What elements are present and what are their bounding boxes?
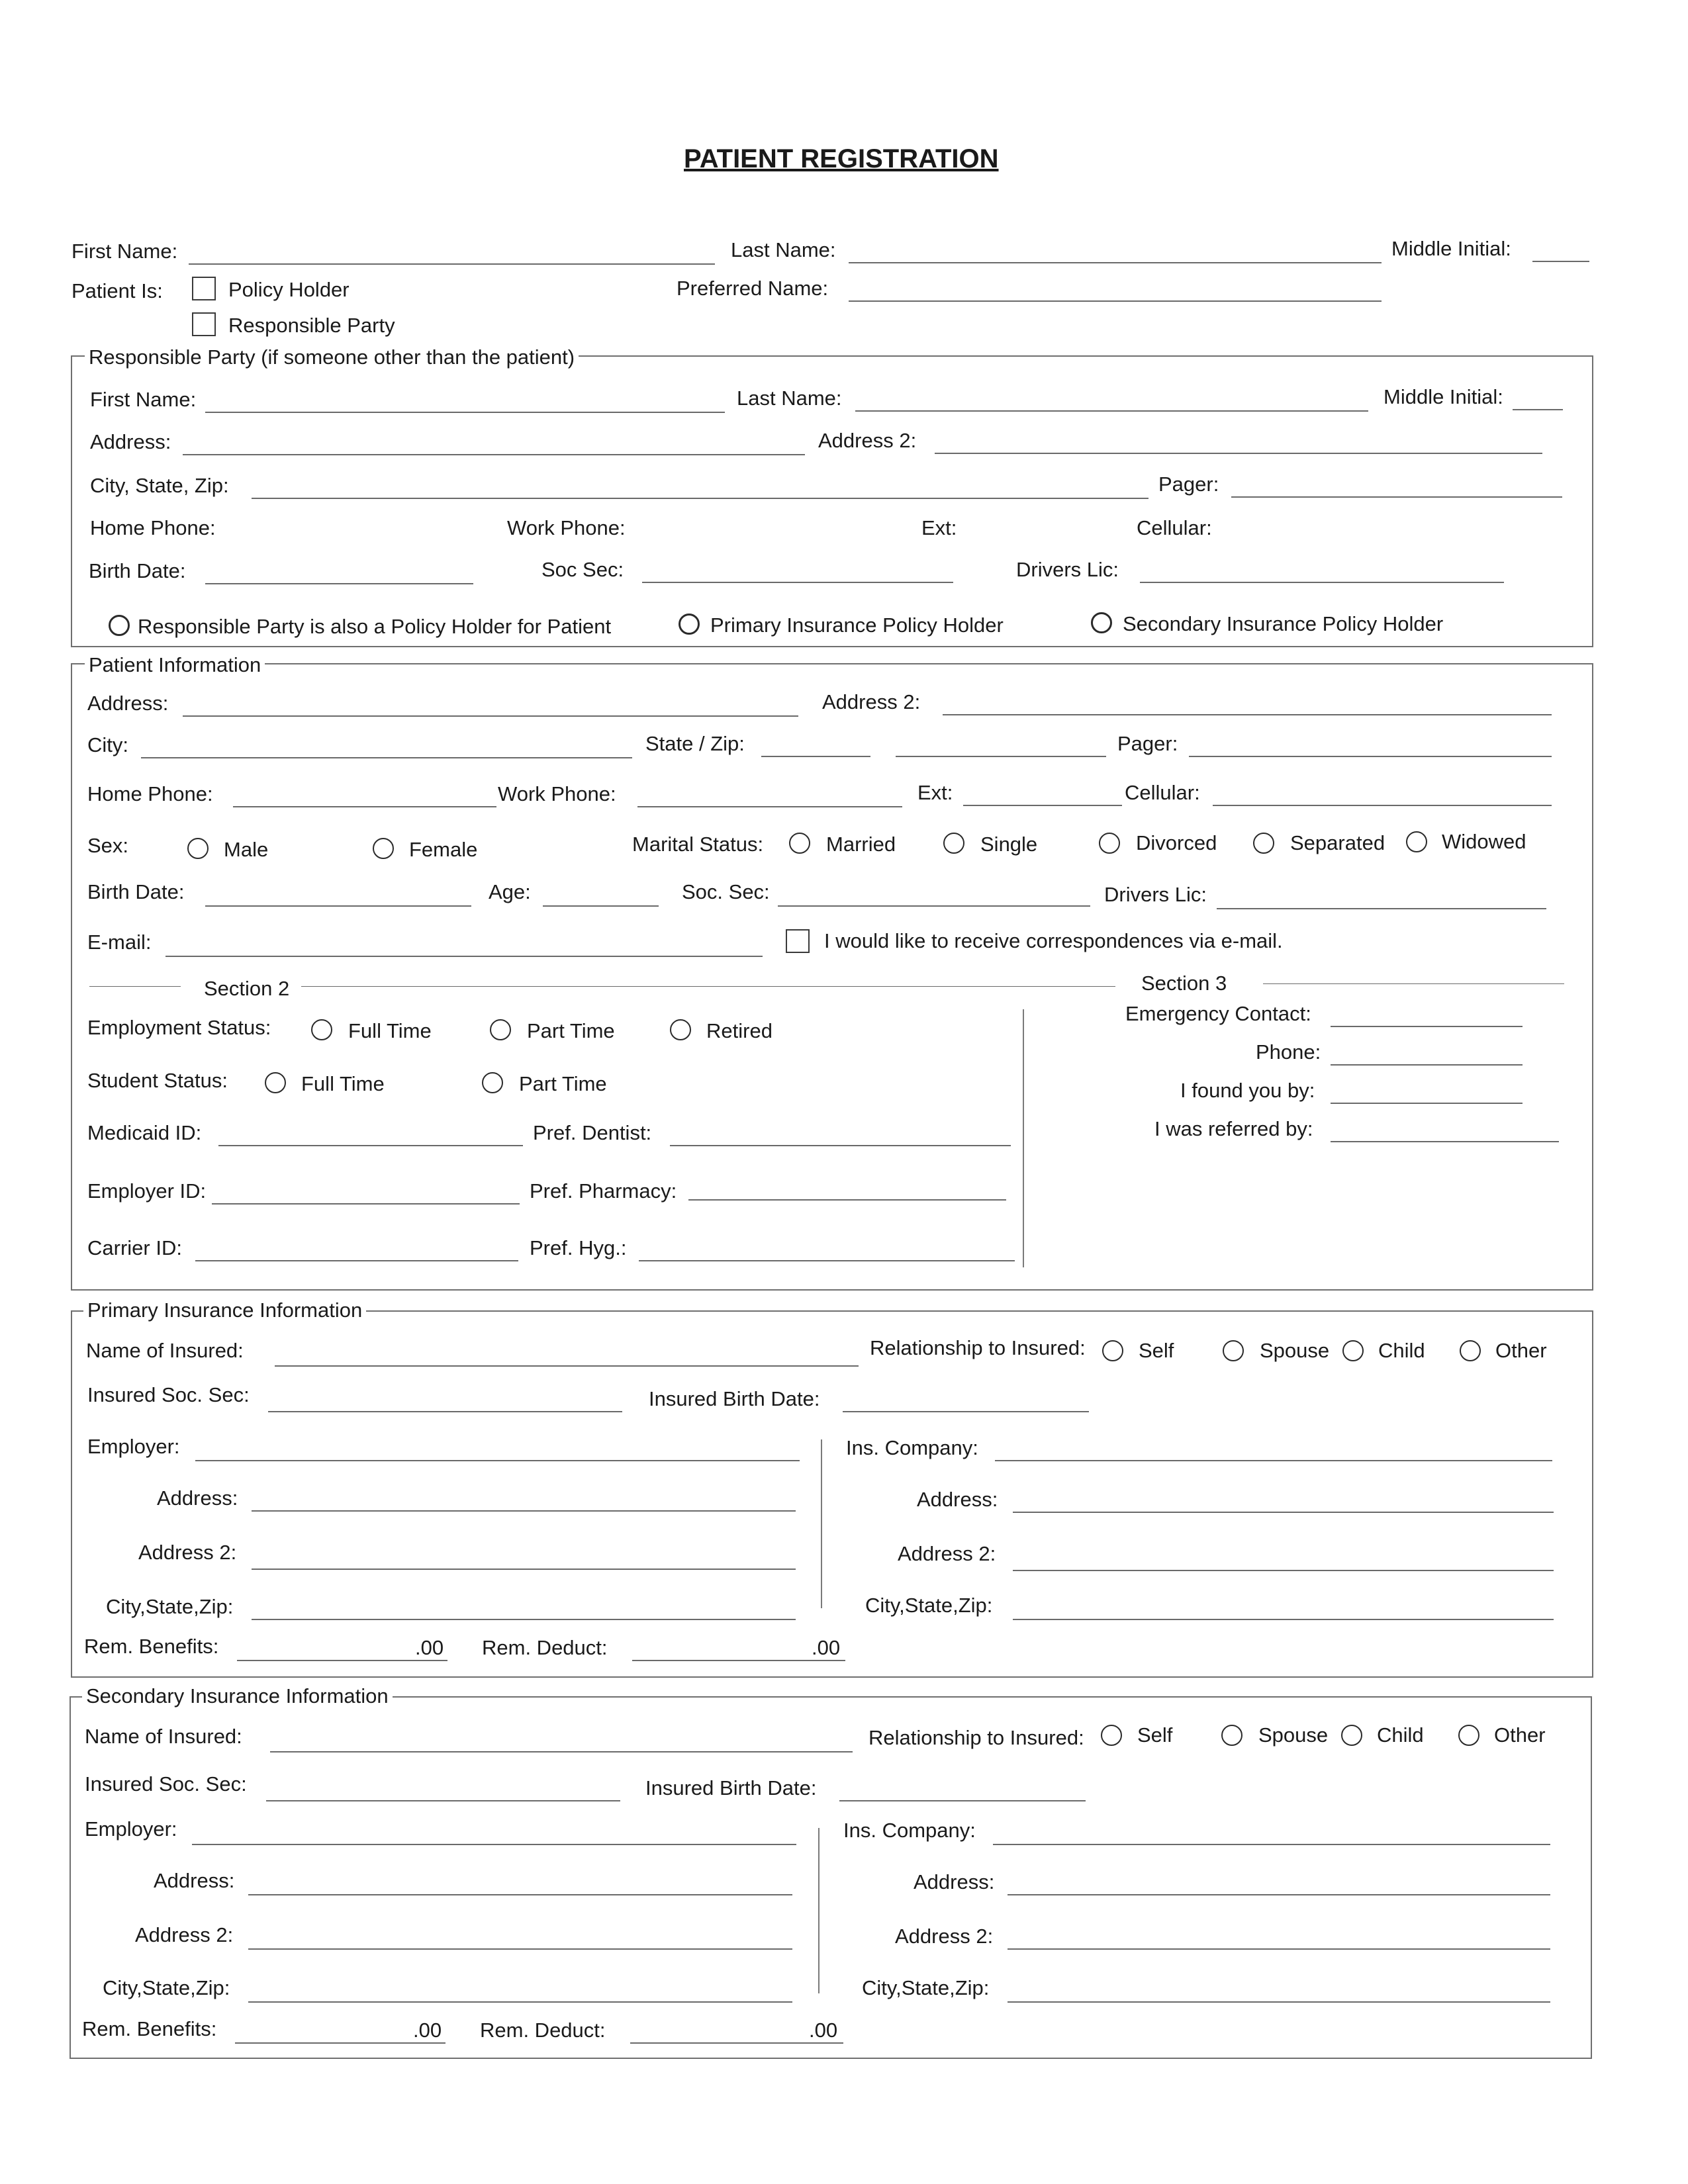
sec-birth-date-label: Insured Birth Date:	[645, 1776, 817, 1799]
rp-drivers-lic-field[interactable]	[1140, 582, 1504, 583]
pt-address-label: Address:	[87, 692, 169, 715]
pri-employer-label: Employer:	[87, 1435, 180, 1458]
pri-soc-sec-label: Insured Soc. Sec:	[87, 1383, 250, 1406]
pri-ins-address-field[interactable]	[1013, 1512, 1554, 1513]
patient-is-label: Patient Is:	[71, 279, 163, 302]
pt-ext-field[interactable]	[963, 805, 1122, 806]
sec-ins-city-field[interactable]	[1008, 2001, 1550, 2003]
sec-other-label: Other	[1494, 1723, 1546, 1747]
emergency-phone-label: Phone:	[1256, 1040, 1321, 1064]
sec-ins-address2-field[interactable]	[1008, 1948, 1550, 1950]
pt-birth-date-label: Birth Date:	[87, 880, 185, 903]
pref-dentist-label: Pref. Dentist:	[533, 1121, 652, 1144]
rp-work-phone-label: Work Phone:	[507, 516, 626, 539]
sec-employer-label: Employer:	[85, 1817, 177, 1841]
pri-ins-company-field[interactable]	[995, 1460, 1552, 1461]
rp-middle-initial-field[interactable]	[1513, 409, 1563, 410]
pri-emp-city-field[interactable]	[252, 1619, 796, 1620]
pt-work-phone-field[interactable]	[637, 806, 902, 807]
rp-cellular-label: Cellular:	[1137, 516, 1212, 539]
rp-address2-field[interactable]	[935, 453, 1542, 454]
rp-primary-holder-radio[interactable]	[679, 614, 700, 635]
sec-soc-sec-label: Insured Soc. Sec:	[85, 1772, 247, 1796]
pri-spouse-radio[interactable]	[1223, 1340, 1244, 1361]
pri-rem-deduct-label: Rem. Deduct:	[482, 1636, 608, 1659]
sec-emp-address2-label: Address 2:	[135, 1923, 234, 1946]
policy-holder-checkbox[interactable]	[192, 277, 216, 300]
pt-state-field[interactable]	[761, 756, 870, 757]
rp-pager-field[interactable]	[1231, 496, 1562, 498]
pri-emp-address-field[interactable]	[252, 1510, 796, 1512]
rp-home-phone-label: Home Phone:	[90, 516, 216, 539]
carrier-id-label: Carrier ID:	[87, 1236, 182, 1259]
pt-sex-label: Sex:	[87, 834, 129, 857]
pref-dentist-field[interactable]	[670, 1145, 1011, 1146]
pt-widowed-label: Widowed	[1442, 830, 1526, 853]
pt-sex-male-label: Male	[224, 838, 269, 861]
employment-status-label: Employment Status:	[87, 1016, 271, 1039]
rp-ext-label: Ext:	[921, 516, 957, 539]
pri-name-insured-field[interactable]	[275, 1365, 859, 1367]
employment-retired-label: Retired	[706, 1019, 773, 1042]
employer-id-label: Employer ID:	[87, 1179, 207, 1203]
student-part-time-label: Part Time	[519, 1072, 607, 1095]
rp-secondary-holder-label: Secondary Insurance Policy Holder	[1123, 612, 1444, 635]
sec-column-divider	[818, 1828, 820, 1993]
employer-id-field[interactable]	[212, 1203, 520, 1205]
first-name-field[interactable]	[189, 263, 715, 265]
responsible-party-legend: Responsible Party (if someone other than the patient)	[85, 345, 579, 369]
section2-heading: Section 2	[204, 977, 290, 1000]
patient-information-legend: Patient Information	[85, 653, 265, 677]
pt-cellular-label: Cellular:	[1125, 781, 1200, 804]
sec-soc-sec-field[interactable]	[266, 1800, 620, 1801]
employment-full-time-radio[interactable]	[311, 1019, 332, 1040]
sec-rem-deduct-field[interactable]	[630, 2042, 843, 2044]
pt-soc-sec-field[interactable]	[778, 905, 1090, 907]
rp-secondary-holder-radio[interactable]	[1091, 612, 1112, 633]
pt-zip-field[interactable]	[896, 756, 1106, 757]
pt-widowed-radio[interactable]	[1406, 831, 1427, 852]
carrier-id-field[interactable]	[195, 1260, 518, 1261]
pt-home-phone-field[interactable]	[233, 806, 496, 807]
sec-ins-company-label: Ins. Company:	[843, 1819, 976, 1842]
pri-ins-address2-field[interactable]	[1013, 1570, 1554, 1571]
middle-initial-field[interactable]	[1532, 261, 1589, 262]
pt-single-label: Single	[980, 833, 1038, 856]
sec-ins-company-field[interactable]	[993, 1844, 1550, 1845]
sec-rem-benefits-label: Rem. Benefits:	[82, 2017, 217, 2040]
referred-by-label: I was referred by:	[1154, 1117, 1313, 1140]
pri-emp-city-label: City,State,Zip:	[106, 1595, 234, 1618]
student-part-time-radio[interactable]	[482, 1072, 503, 1093]
rp-address-field[interactable]	[183, 454, 805, 455]
found-by-label: I found you by:	[1180, 1079, 1315, 1102]
sec-rem-deduct-value: .00	[809, 2019, 838, 2042]
pt-divorced-radio[interactable]	[1099, 833, 1120, 854]
pt-pager-label: Pager:	[1117, 732, 1178, 755]
sec-ins-city-label: City,State,Zip:	[862, 1976, 990, 1999]
rp-last-name-label: Last Name:	[737, 387, 842, 410]
sec-self-radio[interactable]	[1101, 1725, 1122, 1746]
pri-ins-company-label: Ins. Company:	[846, 1436, 978, 1459]
section2-divider-right	[301, 986, 1115, 987]
sec-emp-address2-field[interactable]	[248, 1948, 792, 1950]
pt-drivers-lic-field[interactable]	[1217, 908, 1546, 909]
pri-soc-sec-field[interactable]	[268, 1411, 622, 1412]
pt-work-phone-label: Work Phone:	[498, 782, 616, 805]
sec-name-insured-field[interactable]	[270, 1751, 853, 1752]
rp-birth-date-label: Birth Date:	[89, 559, 186, 582]
pt-address2-field[interactable]	[943, 714, 1552, 715]
sec-self-label: Self	[1137, 1723, 1173, 1747]
rp-also-policy-holder-radio[interactable]	[109, 615, 130, 636]
pri-rem-benefits-label: Rem. Benefits:	[84, 1635, 219, 1658]
pri-spouse-label: Spouse	[1260, 1339, 1330, 1362]
found-by-field[interactable]	[1331, 1103, 1523, 1104]
pri-relationship-label: Relationship to Insured:	[870, 1336, 1086, 1359]
last-name-field[interactable]	[849, 262, 1382, 263]
pt-pager-field[interactable]	[1189, 756, 1552, 757]
pref-hyg-field[interactable]	[639, 1260, 1015, 1261]
rp-soc-sec-label: Soc Sec:	[541, 558, 624, 581]
pri-employer-field[interactable]	[195, 1460, 800, 1461]
pt-home-phone-label: Home Phone:	[87, 782, 213, 805]
employment-part-time-radio[interactable]	[490, 1019, 511, 1040]
sec-ins-address-label: Address:	[914, 1870, 995, 1893]
section3-heading: Section 3	[1141, 972, 1227, 995]
pri-self-radio[interactable]	[1102, 1340, 1123, 1361]
rp-address2-label: Address 2:	[818, 429, 917, 452]
sec-other-radio[interactable]	[1458, 1725, 1479, 1746]
pri-ins-address-label: Address:	[917, 1488, 998, 1511]
pt-email-opt-checkbox[interactable]	[786, 929, 810, 953]
pref-pharmacy-label: Pref. Pharmacy:	[530, 1179, 677, 1203]
pri-ins-address2-label: Address 2:	[898, 1542, 996, 1565]
employment-retired-radio[interactable]	[670, 1019, 691, 1040]
pt-soc-sec-label: Soc. Sec:	[682, 880, 770, 903]
sec-spouse-label: Spouse	[1258, 1723, 1329, 1747]
rp-also-policy-holder-label: Responsible Party is also a Policy Holder for Patient	[138, 615, 612, 638]
pt-sex-female-label: Female	[409, 838, 478, 861]
student-status-label: Student Status:	[87, 1069, 228, 1092]
sec-employer-field[interactable]	[192, 1844, 796, 1845]
pri-birth-date-label: Insured Birth Date:	[649, 1387, 820, 1410]
pt-sex-male-radio[interactable]	[187, 838, 209, 859]
pt-age-label: Age:	[489, 880, 531, 903]
section3-divider	[1263, 983, 1564, 984]
pri-other-label: Other	[1495, 1339, 1547, 1362]
pt-single-radio[interactable]	[943, 833, 964, 854]
pt-address2-label: Address 2:	[822, 690, 921, 713]
pri-other-radio[interactable]	[1460, 1340, 1481, 1361]
pt-city-field[interactable]	[141, 757, 632, 758]
pt-age-field[interactable]	[543, 905, 659, 907]
sec-emp-address-label: Address:	[154, 1869, 235, 1892]
medicaid-id-label: Medicaid ID:	[87, 1121, 202, 1144]
emergency-contact-field[interactable]	[1331, 1026, 1523, 1027]
pri-rem-deduct-field[interactable]	[632, 1660, 845, 1661]
sec-rem-deduct-label: Rem. Deduct:	[480, 2019, 606, 2042]
responsible-party-label: Responsible Party	[228, 314, 395, 337]
responsible-party-checkbox[interactable]	[192, 312, 216, 336]
pref-hyg-label: Pref. Hyg.:	[530, 1236, 627, 1259]
pt-state-zip-label: State / Zip:	[645, 732, 745, 755]
sec-rem-benefits-value: .00	[413, 2019, 442, 2042]
page-title: PATIENT REGISTRATION	[684, 144, 999, 173]
referred-by-field[interactable]	[1331, 1141, 1559, 1142]
sec-emp-city-label: City,State,Zip:	[103, 1976, 230, 1999]
middle-initial-label: Middle Initial:	[1391, 237, 1511, 260]
pt-email-field[interactable]	[165, 956, 763, 957]
pri-name-insured-label: Name of Insured:	[86, 1339, 244, 1362]
sec-emp-city-field[interactable]	[248, 2001, 792, 2003]
section2-divider-left	[89, 986, 181, 987]
sec-rem-benefits-field[interactable]	[235, 2042, 445, 2044]
emergency-contact-label: Emergency Contact:	[1125, 1002, 1311, 1025]
pri-emp-address-label: Address:	[157, 1486, 238, 1510]
pt-email-opt-label: I would like to receive correspondences via e-mail.	[824, 929, 1283, 952]
pri-rem-deduct-value: .00	[812, 1636, 841, 1659]
sec-name-insured-label: Name of Insured:	[85, 1725, 242, 1748]
policy-holder-label: Policy Holder	[228, 278, 350, 301]
preferred-name-field[interactable]	[849, 300, 1382, 302]
rp-soc-sec-field[interactable]	[642, 582, 953, 583]
pri-rem-benefits-value: .00	[415, 1636, 444, 1659]
student-full-time-radio[interactable]	[265, 1072, 286, 1093]
rp-birth-date-field[interactable]	[205, 583, 473, 584]
pt-ext-label: Ext:	[917, 781, 953, 804]
pri-child-radio[interactable]	[1342, 1340, 1364, 1361]
section-vertical-divider	[1023, 1009, 1024, 1267]
pt-married-radio[interactable]	[789, 833, 810, 854]
sec-child-radio[interactable]	[1341, 1725, 1362, 1746]
rp-first-name-label: First Name:	[90, 388, 197, 411]
sec-spouse-radio[interactable]	[1221, 1725, 1243, 1746]
pri-rem-benefits-field[interactable]	[237, 1660, 447, 1661]
pri-ins-city-field[interactable]	[1013, 1619, 1554, 1620]
rp-city-state-zip-label: City, State, Zip:	[90, 474, 229, 497]
rp-first-name-field[interactable]	[205, 412, 725, 413]
rp-city-state-zip-field[interactable]	[252, 498, 1149, 499]
pri-ins-city-label: City,State,Zip:	[865, 1594, 993, 1617]
sec-relationship-label: Relationship to Insured:	[868, 1726, 1084, 1749]
pri-birth-date-field[interactable]	[843, 1411, 1089, 1412]
rp-address-label: Address:	[90, 430, 171, 453]
pt-separated-radio[interactable]	[1253, 833, 1274, 854]
pref-pharmacy-field[interactable]	[688, 1199, 1006, 1201]
secondary-insurance-legend: Secondary Insurance Information	[82, 1684, 393, 1708]
sec-ins-address2-label: Address 2:	[895, 1925, 994, 1948]
student-full-time-label: Full Time	[301, 1072, 385, 1095]
preferred-name-label: Preferred Name:	[677, 277, 829, 300]
primary-insurance-legend: Primary Insurance Information	[83, 1298, 366, 1322]
pri-emp-address2-label: Address 2:	[138, 1541, 237, 1564]
pt-marital-status-label: Marital Status:	[632, 833, 764, 856]
pri-column-divider	[821, 1439, 822, 1608]
pt-separated-label: Separated	[1290, 831, 1385, 854]
employment-part-time-label: Part Time	[527, 1019, 615, 1042]
last-name-label: Last Name:	[731, 238, 836, 261]
employment-full-time-label: Full Time	[348, 1019, 432, 1042]
pt-drivers-lic-label: Drivers Lic:	[1104, 883, 1207, 906]
rp-middle-initial-label: Middle Initial:	[1383, 385, 1503, 408]
pt-sex-female-radio[interactable]	[373, 838, 394, 859]
pt-birth-date-field[interactable]	[205, 905, 471, 907]
pt-cellular-field[interactable]	[1213, 805, 1552, 806]
pt-email-label: E-mail:	[87, 931, 152, 954]
sec-ins-address-field[interactable]	[1008, 1894, 1550, 1895]
rp-last-name-field[interactable]	[855, 410, 1368, 412]
medicaid-id-field[interactable]	[218, 1145, 523, 1146]
sec-emp-address-field[interactable]	[248, 1894, 792, 1895]
pt-married-label: Married	[826, 833, 896, 856]
first-name-label: First Name:	[71, 240, 178, 263]
pt-address-field[interactable]	[183, 715, 798, 717]
pri-child-label: Child	[1378, 1339, 1425, 1362]
pri-self-label: Self	[1139, 1339, 1174, 1362]
emergency-phone-field[interactable]	[1331, 1064, 1523, 1066]
pt-city-label: City:	[87, 733, 128, 756]
rp-pager-label: Pager:	[1158, 473, 1219, 496]
rp-primary-holder-label: Primary Insurance Policy Holder	[710, 614, 1004, 637]
rp-drivers-lic-label: Drivers Lic:	[1016, 558, 1119, 581]
sec-birth-date-field[interactable]	[839, 1800, 1086, 1801]
pt-divorced-label: Divorced	[1136, 831, 1217, 854]
pri-emp-address2-field[interactable]	[252, 1569, 796, 1570]
sec-child-label: Child	[1377, 1723, 1424, 1747]
